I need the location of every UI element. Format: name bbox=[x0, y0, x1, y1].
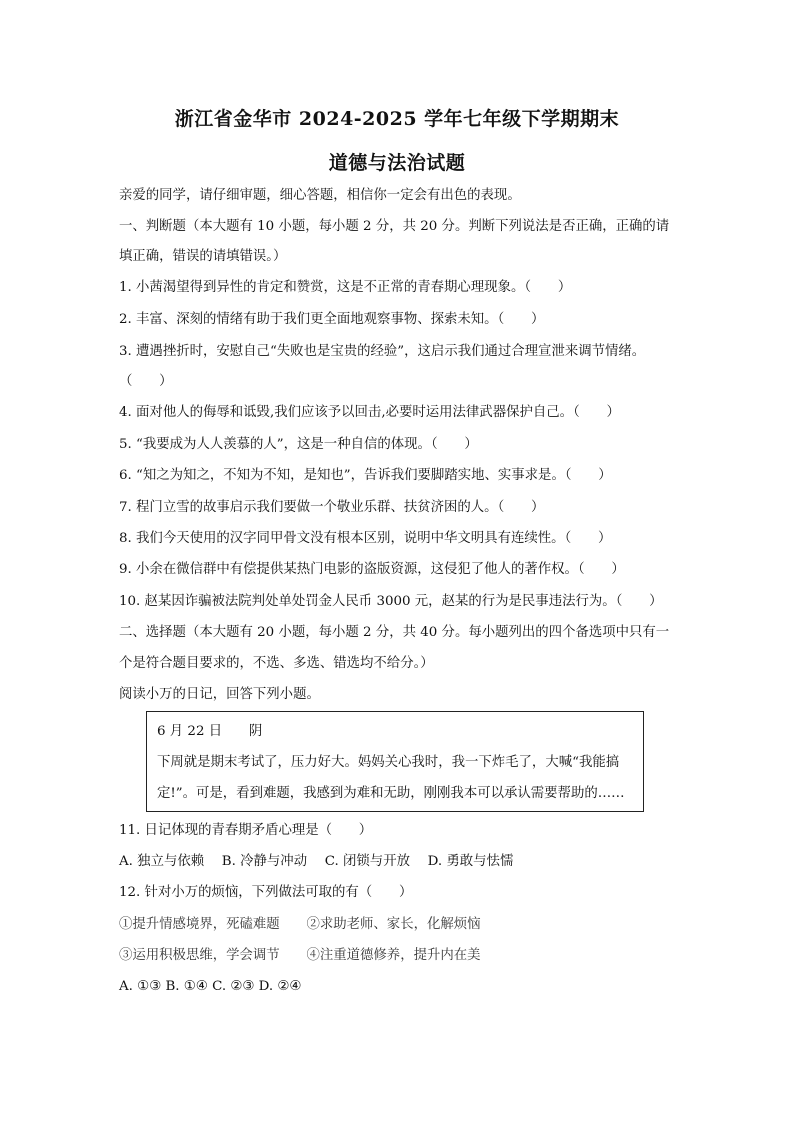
section1-heading-line1: 一、判断题（本大题有 10 小题，每小题 2 分，共 20 分。判断下列说法是否正确，正确的请 bbox=[119, 219, 670, 234]
question-12-choices-line1: ①提升情感境界，死磕难题 ②求助老师、家长，化解烦恼 bbox=[119, 917, 481, 932]
judgment-item-3: 3. 遭遇挫折时，安慰自己“失败也是宝贵的经验”，这启示我们通过合理宣泄来调节情绪。 bbox=[119, 344, 646, 359]
judgment-item-4: 4. 面对他人的侮辱和诋毁,我们应该予以回击,必要时运用法律武器保护自己。（ ） bbox=[119, 405, 620, 420]
question-12-options: A. ①③ B. ①④ C. ②③ D. ②④ bbox=[119, 979, 302, 994]
question-11-stem: 11. 日记体现的青春期矛盾心理是（ ） bbox=[119, 823, 373, 838]
judgment-item-2: 2. 丰富、深刻的情绪有助于我们更全面地观察事物、探索未知。（ ） bbox=[119, 312, 545, 327]
judgment-item-9: 9. 小余在微信群中有偿提供某热门电影的盗版资源，这侵犯了他人的著作权。（ ） bbox=[119, 562, 625, 577]
judgment-item-6: 6. “知之为知之，不知为不知，是知也”，告诉我们要脚踏实地、实事求是。（ ） bbox=[119, 468, 612, 483]
exam-subtitle: 道德与法治试题 bbox=[328, 152, 466, 174]
diary-box bbox=[146, 711, 644, 812]
judgment-item-3-blank: （ ） bbox=[119, 374, 173, 389]
reading-prompt: 阅读小万的日记，回答下列小题。 bbox=[119, 687, 320, 702]
judgment-item-5: 5. “我要成为人人羡慕的人”，这是一种自信的体现。（ ） bbox=[119, 437, 478, 452]
question-12-stem: 12. 针对小万的烦恼，下列做法可取的有（ ） bbox=[119, 885, 413, 900]
judgment-item-1: 1. 小茜渴望得到异性的肯定和赞赏，这是不正常的青春期心理现象。（ ） bbox=[119, 280, 572, 295]
question-11-options: A. 独立与依赖 B. 冷静与冲动 C. 闭锁与开放 D. 勇敢与怯懦 bbox=[119, 854, 514, 869]
judgment-item-10: 10. 赵某因诈骗被法院判处单处罚金人民币 3000 元，赵某的行为是民事违法行为。（ ） bbox=[119, 594, 663, 609]
diary-body-line1: 下周就是期末考试了，压力好大。妈妈关心我时，我一下炸毛了，大喊“我能搞 bbox=[157, 755, 620, 770]
judgment-item-8: 8. 我们今天使用的汉字同甲骨文没有根本区别，说明中华文明具有连续性。（ ） bbox=[119, 531, 612, 546]
section1-heading-line2: 填正确，错误的请填错误。） bbox=[119, 249, 287, 264]
diary-date: 6 月 22 日 阴 bbox=[157, 724, 263, 739]
section2-heading-line1: 二、选择题（本大题有 20 小题，每小题 2 分，共 40 分。每小题列出的四个备选项中只有一 bbox=[119, 625, 670, 640]
judgment-item-7: 7. 程门立雪的故事启示我们要做一个敬业乐群、扶贫济困的人。（ ） bbox=[119, 500, 545, 515]
question-12-choices-line2: ③运用积极思维，学会调节 ④注重道德修养，提升内在美 bbox=[119, 948, 481, 963]
intro-text: 亲爱的同学，请仔细审题，细心答题，相信你一定会有出色的表现。 bbox=[119, 188, 521, 203]
diary-body-line2: 定!”。可是，看到难题，我感到为难和无助，刚刚我本可以承认需要帮助的…… bbox=[157, 786, 625, 801]
exam-title: 浙江省金华市 2024-2025 学年七年级下学期期末 bbox=[174, 108, 620, 130]
section2-heading-line2: 个是符合题目要求的，不选、多选、错选均不给分。） bbox=[119, 656, 434, 671]
